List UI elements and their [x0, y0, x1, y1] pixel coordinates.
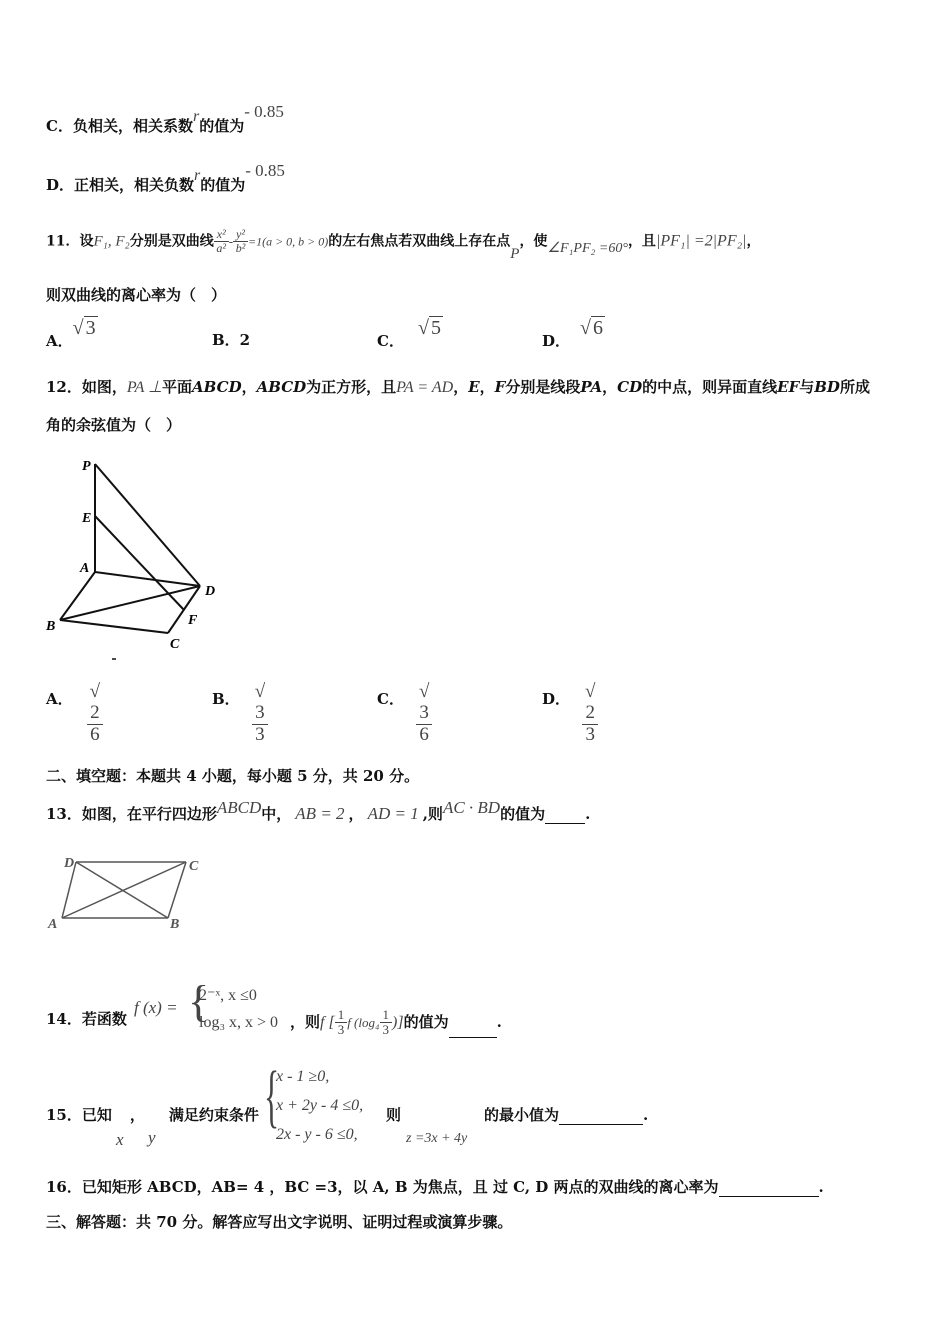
q15-var-y: y — [148, 1128, 156, 1147]
q15-then: 则 — [386, 1106, 402, 1124]
q15-constraint1: x - 1 ≥0, — [276, 1068, 330, 1085]
q15-constraint2: x + 2y - 4 ≤0, — [276, 1097, 364, 1114]
section2-heading: 二、填空题：本题共 4 小题，每小题 5 分，共 20 分。 — [46, 767, 420, 785]
q14-function-name: f (x) = — [134, 998, 178, 1017]
q12-stem-line2: 角的余弦值为（ ） — [46, 416, 182, 434]
q14-stem: 14．若函数 — [46, 1010, 127, 1028]
q14-stem-tail: ，则f [ $\frac{1}{3}$ f (log₄ $\frac{1}{3}$ )]的值为 . — [290, 1007, 502, 1038]
q14-brace: { — [188, 977, 210, 1026]
label-D: D — [64, 856, 75, 871]
q13-answer-blank[interactable] — [545, 823, 585, 824]
label-B: B — [46, 619, 56, 634]
q11-option-c: C．√ 5 — [377, 317, 441, 350]
q12-stem: 12．如图，PA ⊥平面ABCD，ABCD为正方形，且PA = AD，E，F分别是线段PA，CD的中点，则异面直线EF与BD所成 — [46, 378, 870, 396]
label-B: B — [170, 917, 180, 932]
label-P: P — [82, 459, 91, 474]
label-C: C — [170, 637, 180, 652]
hyperbola-y-frac: $\frac{\text{y²}}{\text{b²}}$ — [233, 228, 248, 255]
q11-stem-line2: 则双曲线的离心率为（ ） — [46, 286, 227, 304]
q16-stem: 16．已知矩形 ABCD，AB= 4 ，BC =3，以 A, B 为焦点，且 过 C, D 两点的双曲线的离心率为 . — [46, 1178, 824, 1196]
label-E: E — [82, 511, 92, 526]
hyperbola-x-frac: $\frac{\text{x²}}{\text{a²}}$ — [214, 228, 229, 255]
q16-answer-blank[interactable] — [719, 1196, 819, 1197]
q12-option-d: D． √ 2 3 — [542, 682, 598, 746]
q12-option-a: A． √ 2 6 — [46, 682, 103, 746]
q12-pyramid-figure — [40, 450, 240, 665]
q15-answer-blank[interactable] — [559, 1124, 643, 1125]
q15-var-x: x — [116, 1130, 124, 1149]
q11-option-d: D．√ 6 — [542, 317, 603, 350]
label-D: D — [205, 584, 216, 599]
q14-answer-blank[interactable] — [449, 1037, 497, 1038]
label-A: A — [48, 917, 58, 932]
q11-stem: 11．设F₁, F₂分别是双曲线 $\frac{\text{x²}}{\text{a²}}$ - $\frac{\text{y²}}{\text{b²}}$ =1(a > 0, b > 0)的左右焦点若双曲线上存在点P，使∠F₁PF₂ =60°，且|PF₁| =2|PF₂|， — [46, 227, 761, 262]
section3-heading: 三、解答题：共 70 分。解答应写出文字说明、证明过程或演算步骤。 — [46, 1213, 513, 1231]
q15-brace: { — [264, 1058, 280, 1135]
q10-option-c: C．负相关，相关系数r的值为- 0.85 — [46, 102, 284, 135]
q14-case2: log₃ x, x > 0 — [199, 1014, 279, 1031]
q15-constraint3: 2x - y - 6 ≤0, — [276, 1126, 358, 1143]
q15-objective: z =3x + 4y — [406, 1131, 468, 1146]
q10-option-d: D．正相关，相关负数r的值为- 0.85 — [46, 161, 285, 194]
label-A: A — [80, 561, 90, 576]
q12-option-b: B． √ 3 3 — [212, 682, 268, 746]
label-C: C — [189, 859, 199, 874]
q12-option-c: C． √ 3 6 — [377, 682, 432, 746]
q15-stem: 15．已知 ， 满足约束条件 — [46, 1106, 259, 1124]
q11-option-b: B．2 — [212, 331, 251, 349]
q15-stem-tail: 的最小值为 . — [484, 1106, 649, 1124]
q11-option-a: A．√ 3 — [46, 317, 96, 350]
label-F: F — [188, 613, 198, 628]
q13-parallelogram-figure — [44, 852, 214, 934]
q14-case1: 2⁻ˣ, x ≤0 — [199, 987, 257, 1004]
q13-stem: 13．如图，在平行四边形ABCD中， AB = 2 ， AD = 1 ,则AC · BD的值为 . — [46, 798, 591, 823]
